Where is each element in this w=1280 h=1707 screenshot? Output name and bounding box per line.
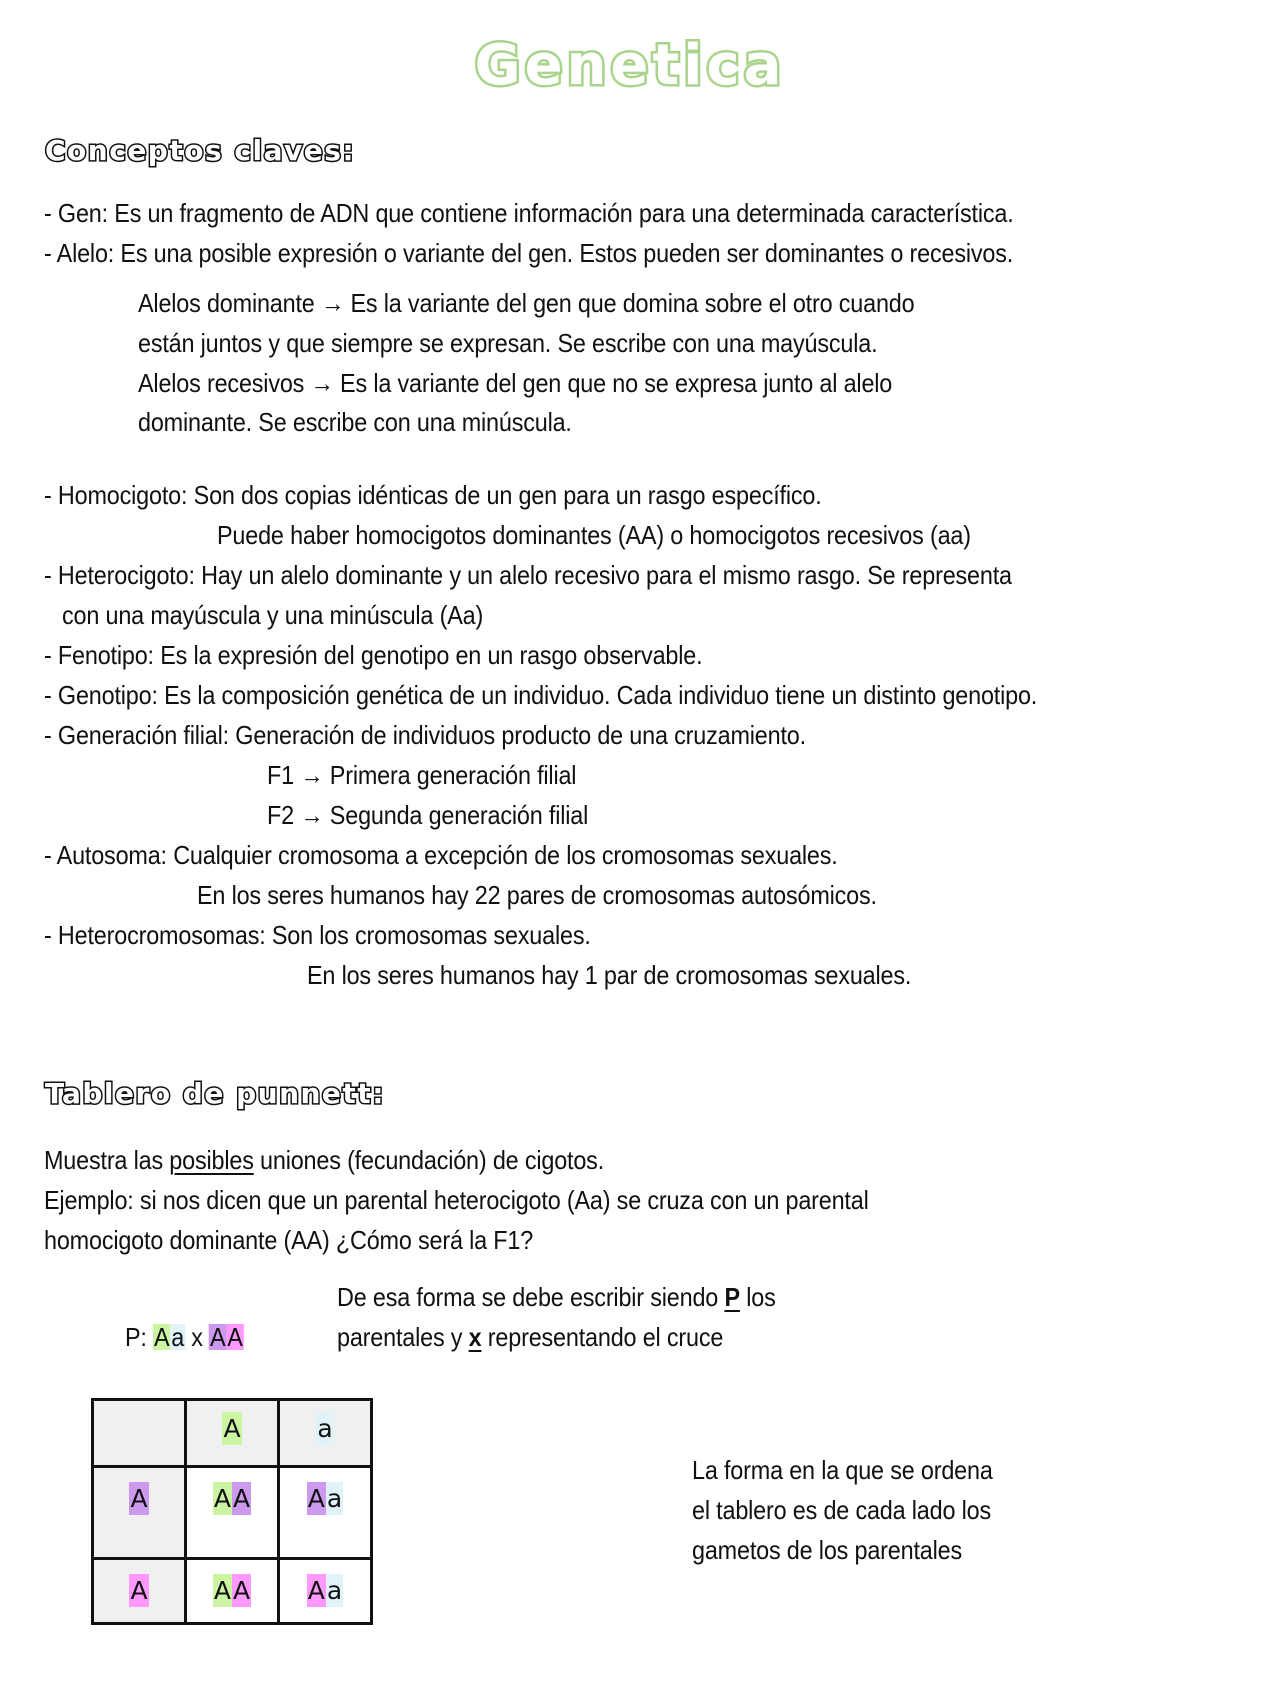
concept-alelo-dominante-cont: están juntos y que siempre se expresan. Se escribe con una mayúscula. <box>138 328 878 358</box>
concept-f1: F1 → Primera generación filial <box>267 760 577 790</box>
punnett-intro <box>44 1147 604 1173</box>
concept-homocigoto: - Homocigoto: Son dos copias idénticas de un gen para un rasgo específico. <box>44 480 822 510</box>
punnett-square <box>91 1398 373 1625</box>
concept-heterocigoto-cont: con una mayúscula y una minúscula (Aa) <box>62 600 484 630</box>
side-note-line2: el tablero es de cada lado los <box>692 1495 992 1525</box>
genotype-cell <box>186 1559 279 1624</box>
parental-cross <box>125 1324 244 1350</box>
genotype-cell <box>279 1559 372 1624</box>
col-header-allele: A <box>223 1414 241 1443</box>
notation-note-line1 <box>337 1284 776 1310</box>
concept-f2: F2 → Segunda generación filial <box>267 800 589 830</box>
concept-genotipo: - Genotipo: Es la composición genética de un individuo. Cada individuo tiene un distinto genotipo. <box>44 680 1038 710</box>
allele: A <box>233 1484 251 1513</box>
note-text: representando el cruce <box>481 1322 724 1352</box>
cross-times: x <box>184 1322 210 1352</box>
note-symbol-p: P <box>724 1282 740 1312</box>
section-heading-concepts: Conceptos claves: <box>45 134 356 167</box>
concept-gen: - Gen: Es un fragmento de ADN que contiene información para una determinada característica. <box>44 198 1014 228</box>
section-heading-punnett: Tablero de punnett: <box>45 1077 385 1110</box>
note-text: parentales y <box>337 1322 469 1352</box>
concept-alelo-dominante: Alelos dominante → Es la variante del gen que domina sobre el otro cuando <box>138 288 915 318</box>
punnett-example-line2: homocigoto dominante (AA) ¿Cómo será la F1? <box>44 1225 534 1255</box>
note-text: los <box>739 1282 776 1312</box>
concept-fenotipo: - Fenotipo: Es la expresión del genotipo en un rasgo observable. <box>44 640 703 670</box>
cross-p2-allele2: A <box>227 1322 243 1352</box>
page-title: Genetica <box>474 33 786 98</box>
concept-homocigoto-cont: Puede haber homocigotos dominantes (AA) o homocigotos recesivos (aa) <box>217 520 971 550</box>
allele: a <box>326 1576 343 1605</box>
col-header-allele: a <box>317 1414 333 1443</box>
genotype-cell <box>279 1467 372 1559</box>
cross-prefix: P: <box>125 1322 154 1352</box>
cross-p2-allele1: A <box>210 1322 226 1352</box>
col-header-cell <box>279 1400 372 1467</box>
concept-autosoma: - Autosoma: Cualquier cromosoma a excepción de los cromosomas sexuales. <box>44 840 838 870</box>
allele: A <box>233 1576 251 1605</box>
row-header-allele: A <box>130 1576 148 1605</box>
col-header-cell <box>186 1400 279 1467</box>
allele: A <box>213 1484 231 1513</box>
note-symbol-x: x <box>468 1322 482 1352</box>
row-header-allele: A <box>130 1484 148 1513</box>
row-header-cell <box>93 1559 186 1624</box>
corner-cell <box>93 1400 186 1467</box>
cross-p1-allele2: a <box>171 1322 185 1352</box>
allele: A <box>307 1484 325 1513</box>
concept-heterocromosomas-cont: En los seres humanos hay 1 par de cromosomas sexuales. <box>307 960 912 990</box>
concept-autosoma-cont: En los seres humanos hay 22 pares de cromosomas autosómicos. <box>197 880 877 910</box>
concept-alelo: - Alelo: Es una posible expresión o variante del gen. Estos pueden ser dominantes o recesivos. <box>44 238 1014 268</box>
concept-alelo-recesivo-cont: dominante. Se escribe con una minúscula. <box>138 407 572 437</box>
concept-heterocigoto: - Heterocigoto: Hay un alelo dominante y un alelo recesivo para el mismo rasgo. Se representa <box>44 560 1012 590</box>
concept-alelo-recesivo: Alelos recesivos → Es la variante del gen que no se expresa junto al alelo <box>138 368 893 398</box>
concept-generacion-filial: - Generación filial: Generación de individuos producto de una cruzamiento. <box>44 720 806 750</box>
row-header-cell <box>93 1467 186 1559</box>
punnett-intro-before: Muestra las <box>44 1145 170 1175</box>
cross-p1-allele1: A <box>153 1322 170 1352</box>
note-text: De esa forma se debe escribir siendo <box>337 1282 725 1312</box>
side-note-line1: La forma en la que se ordena <box>692 1455 993 1485</box>
genotype-cell <box>186 1467 279 1559</box>
punnett-intro-underlined: posibles <box>169 1145 254 1175</box>
allele: A <box>213 1576 231 1605</box>
concept-heterocromosomas: - Heterocromosomas: Son los cromosomas sexuales. <box>44 920 591 950</box>
punnett-intro-after: uniones (fecundación) de cigotos. <box>253 1145 605 1175</box>
allele: a <box>326 1484 343 1513</box>
allele: A <box>307 1576 325 1605</box>
punnett-example-line1: Ejemplo: si nos dicen que un parental heterocigoto (Aa) se cruza con un parental <box>44 1185 869 1215</box>
notation-note-line2 <box>337 1324 723 1350</box>
side-note-line3: gametos de los parentales <box>692 1535 962 1565</box>
